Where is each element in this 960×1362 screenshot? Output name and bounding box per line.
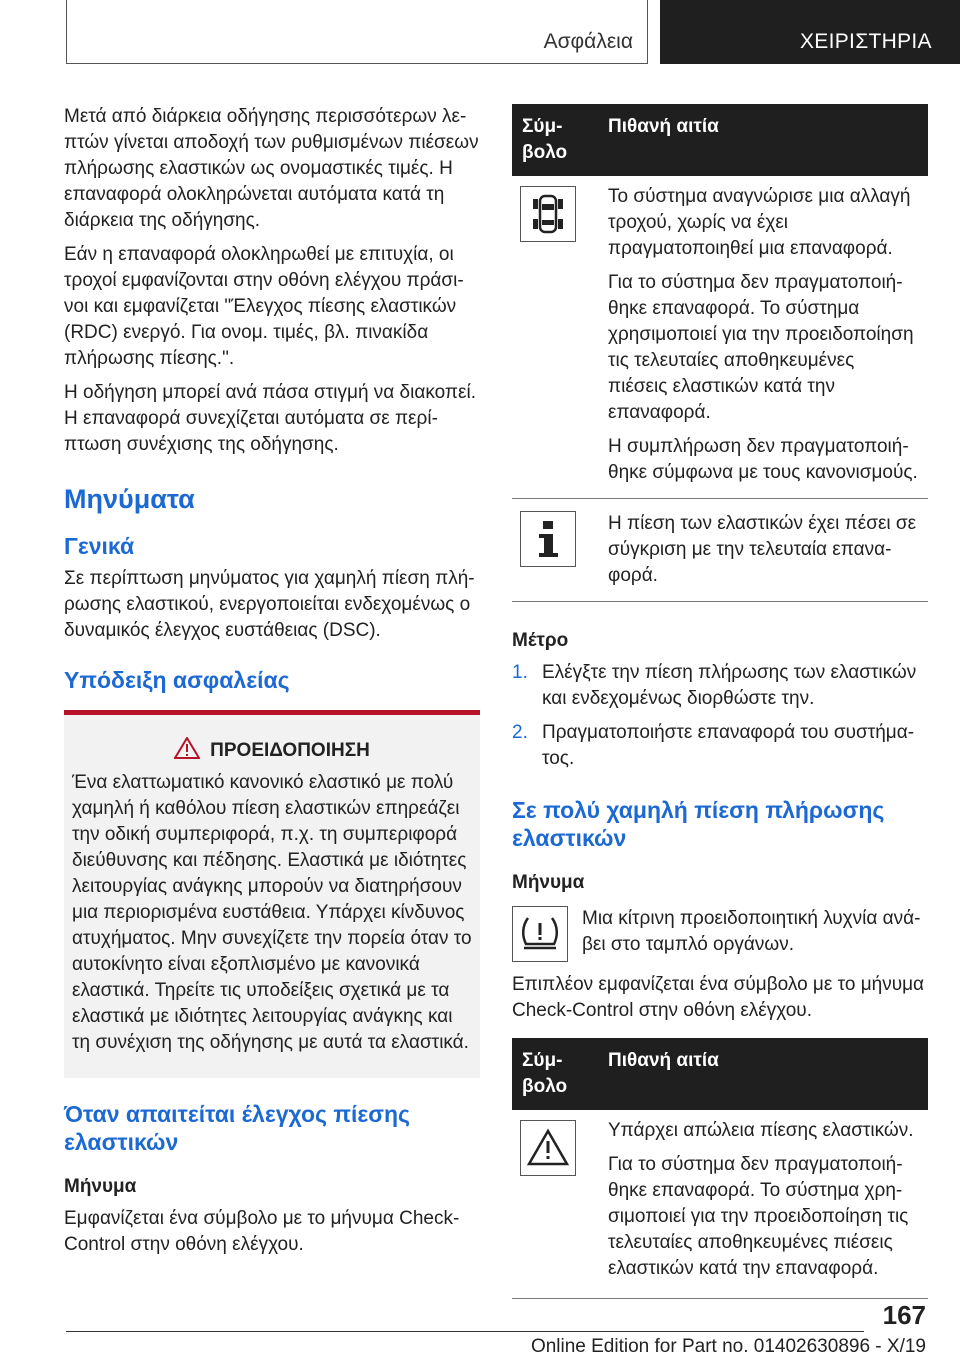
warning-triangle-icon bbox=[174, 737, 200, 759]
info-icon bbox=[520, 511, 576, 567]
cause-text: Η πίεση των ελαστικών έχει πέσει σε σύγκριση με την τελευταία επαναφορά. bbox=[608, 513, 917, 586]
left-column bbox=[64, 104, 480, 1266]
heading-messages: Μηνύματα bbox=[64, 484, 195, 514]
header-section-tab bbox=[66, 0, 648, 64]
message-row bbox=[512, 906, 928, 962]
paragraph: Η οδήγηση μπορεί ανά πάσα στιγμή να διακοπεί. Η επαναφορά συνεχίζεται αυτόματα σε περίπτωση συνέχισης της οδήγησης. bbox=[64, 382, 476, 455]
car-wheels-icon bbox=[520, 186, 576, 242]
table-header-symbol: Σύμβολο bbox=[512, 104, 598, 176]
symbol-table-1 bbox=[512, 104, 928, 602]
warning-text: Ένα ελαττωματικό κανονικό ελαστικό με πολύ χαμηλή ή καθόλου πίεση ελαστικών επηρεάζει την οδική συμπεριφορά, π.χ. τη συμπεριφορά διεύθυνσης και πέδησης. Ελαστικά με ιδιότητες λειτουργίας ανάγκης μπορούν να διατηρήσουν μια περιορισμένα ευστάθεια. Υπάρχει κίνδυνος ατυχήματος. Μην συνεχίζετε την πορεία όταν το αυτοκίνητο είναι εξοπλισμένο με κανονικά ελαστικά. Τηρείτε τις υποδείξεις σχετικά με τα ελαστικά με ιδιότητες λειτουργίας ανάγκης και τη συνέχιση της οδήγησης με αυτά τα ελαστικά. bbox=[72, 772, 472, 1053]
warning-box bbox=[64, 710, 480, 1078]
heading-general: Γενικά bbox=[64, 533, 135, 559]
cause-text: Για το σύστημα δεν πραγματοποιήθηκε επαναφορά. Το σύστημα χρησιμοποιεί για την προειδοποίηση τις τελευταίες αποθηκευμένες πιέσεις ελαστικών κατά την επαναφορά. bbox=[608, 272, 914, 423]
table-row bbox=[512, 1110, 928, 1299]
list-item: 1. Ελέγξτε την πίεση πλήρωσης των ελαστικών και ενδεχομένως διορθώστε την. bbox=[512, 662, 917, 709]
table-header-cause: Πιθανή αιτία bbox=[598, 104, 928, 176]
header-section-label: Ασφάλεια bbox=[543, 30, 633, 53]
table-header-cause: Πιθανή αιτία bbox=[598, 1038, 928, 1110]
paragraph: Σε περίπτωση μηνύματος για χαμηλή πίεση πλήρωσης ελαστικού, ενεργοποιείται ενδεχομένως ο δυναμικός έλεγχος ευστάθειας (DSC). bbox=[64, 568, 475, 641]
header-chapter-label: ΧΕΙΡΙΣΤΗΡΙΑ bbox=[800, 30, 932, 53]
heading-very-low-pressure: Σε πολύ χαμηλή πίεση πλήρωσης ελαστικών bbox=[512, 797, 885, 851]
footer-edition: Online Edition for Part no. 01402630896 - X/19 bbox=[530, 1336, 926, 1357]
header-chapter-tab bbox=[660, 0, 960, 64]
table-row bbox=[512, 499, 928, 602]
measure-steps bbox=[512, 660, 928, 772]
cause-text: Για το σύστημα δεν πραγματοποιήθηκε επαναφορά. Το σύστημα χρησιμοποιεί για την προειδοποίηση τις τελευταίες αποθηκευμένες πιέσεις ελαστικών κατά την επαναφορά. bbox=[608, 1154, 909, 1279]
page-number: 167 bbox=[882, 1300, 926, 1330]
heading-message: Μήνυμα bbox=[64, 1176, 137, 1197]
tire-pressure-warning-icon bbox=[512, 906, 568, 962]
heading-pressure-check: Όταν απαιτείται έλεγχος πίεσης ελαστικών bbox=[64, 1101, 411, 1155]
heading-message: Μήνυμα bbox=[512, 872, 585, 893]
message-text: Μια κίτρινη προειδοποιητική λυχνία ανάβει στο ταμπλό οργάνων. bbox=[582, 908, 921, 955]
footer-divider bbox=[66, 1331, 864, 1332]
table-row bbox=[512, 176, 928, 499]
paragraph: Μετά από διάρκεια οδήγησης περισσότερων λεπτών γίνεται αποδοχή των ρυθμισμένων πιέσεων πλήρωσης ελαστικών ως ονομαστικές τιμές. Η επαναφορά ολοκληρώνεται αυτόματα κατά τη διάρκεια της οδήγησης. bbox=[64, 106, 479, 231]
list-item: 2. Πραγματοποιήστε επαναφορά του συστήματος. bbox=[512, 722, 915, 769]
paragraph: Επιπλέον εμφανίζεται ένα σύμβολο με το μήνυμα Check-Control στην οθόνη ελέγχου. bbox=[512, 974, 925, 1021]
paragraph: Εμφανίζεται ένα σύμβολο με το μήνυμα Check-Control στην οθόνη ελέγχου. bbox=[64, 1208, 460, 1255]
heading-safety-note: Υπόδειξη ασφαλείας bbox=[64, 667, 290, 693]
right-column bbox=[512, 104, 928, 1299]
warning-title-text: ΠΡΟΕΙΔΟΠΟΙΗΣΗ bbox=[210, 740, 370, 761]
cause-text: Η συμπλήρωση δεν πραγματοποιήθηκε σύμφωνα με τους κανονισμούς. bbox=[608, 436, 918, 483]
warning-triangle-icon bbox=[520, 1120, 576, 1176]
paragraph: Εάν η επαναφορά ολοκληρωθεί με επιτυχία, οι τροχοί εμφανίζονται στην οθόνη ελέγχου πράσινοι και εμφανίζεται "Έλεγχος πίεσης ελαστικών (RDC) ενεργό. Για ονομ. τιμές, βλ. πινακίδα πλήρωσης πίεσης.". bbox=[64, 244, 464, 369]
warning-title bbox=[72, 737, 472, 764]
cause-text: Το σύστημα αναγνώρισε μια αλλαγή τροχού, χωρίς να έχει πραγματοποιηθεί μια επαναφορά. bbox=[608, 186, 911, 259]
table-header-symbol: Σύμβολο bbox=[512, 1038, 598, 1110]
heading-measure: Μέτρο bbox=[512, 630, 569, 651]
symbol-table-2 bbox=[512, 1038, 928, 1299]
cause-text: Υπάρχει απώλεια πίεσης ελαστικών. bbox=[608, 1120, 914, 1141]
